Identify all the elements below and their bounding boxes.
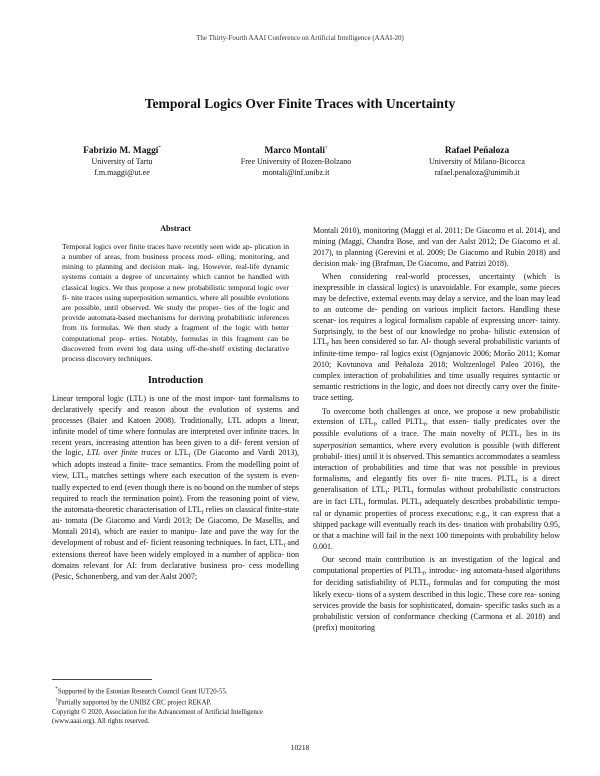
author-affiliation: University of Tartu bbox=[91, 157, 153, 167]
author-block-3 bbox=[392, 143, 562, 178]
abstract-heading: Abstract bbox=[160, 224, 191, 233]
right-column bbox=[313, 226, 560, 633]
copyright-notice: Copyright © 2020, Association for the Advancement of Artificial Intelligence (www.aaai.org). All rights reserved. bbox=[52, 708, 263, 725]
page-number: 10218 bbox=[290, 743, 310, 752]
author-email: f.m.maggi@ut.ee bbox=[94, 167, 150, 177]
author-mark: † bbox=[325, 146, 328, 151]
author-affiliation: University of Milano-Bicocca bbox=[429, 157, 525, 167]
paper-title: Temporal Logics Over Finite Traces with Uncertainty bbox=[144, 96, 456, 111]
author-email: montali@inf.unibz.it bbox=[262, 167, 330, 177]
conference-header: The Thirty-Fourth AAAI Conference on Artificial Intelligence (AAAI-20) bbox=[196, 34, 404, 42]
author-name: Fabrizio M. Maggi bbox=[83, 146, 159, 157]
left-column bbox=[52, 224, 299, 582]
author-affiliation: Free University of Bozen-Bolzano bbox=[240, 157, 352, 167]
intro-paragraph-2: When considering real-world processes, uncertainty (which is inexpressible in classical logics) is unavoidable. For example, some pieces may be defective, external events may delay a service, and the loan may lead to an outcome de- pending on various implicit factors. Handling these scenar- ios requires a logical formalism capable of expressing uncer- tainty. Surprisingly, to the best of our knowledge no proba- bilistic extension of $LTL_f$ has been considered so far. Al- though several probabilistic variants of infinite-time tempo- ral logics exist (Ognjanovic 2006; Morão 2011; Komar 2010; Kovtunova and Peñaloza 2018; Woltzenlogel Paleo 2016), the complex interaction of probabilities and time usually requires syntactic or semantic restrictions in the logic, and does not directly carry over the finite-trace setting. bbox=[313, 272, 560, 402]
author-block-1 bbox=[42, 143, 202, 178]
intro-paragraph-3: To overcome both challenges at once, we propose a new probabilistic extension of $LTL_f$, called $PLTL_f$, that essen- tially predicates over the possible evolutions of a trace. The main novelty of $PLTL_f$ lies in its superposition semantics, where every evolution is possible (with different probabil- ities) until it is observed. This semantics accommodates a seamless interaction of probabilities and time that was not possible in previous formalisms, and elegantly fits over fi- nite traces. $PLTL_f$ is a direct generalisation of $LTL_f$: $PLTL_f$ formulas without probabilistic constructors are in fact $LTL_f$ formulas. $PLTL_f$ adequately describes probabilistic tempo- ral or dynamic properties of process executions; e.g., it can express that a shipped package will eventually reach its des- tination with probability 0.95, or that a machine will fail in the next 100 timepoints with probability below 0.001. bbox=[313, 406, 560, 551]
footnote-rule bbox=[52, 679, 152, 680]
intro-paragraph-1: Linear temporal logic (LTL) is one of the most impor- tant formalisms to declaratively specify and reason about the evolution of systems and processes (Baier and Katoen 2008). Traditionally, LTL adopts a linear, infinite model of time where formulas are interpreted over infinite traces. In recent years, increasing attention has been given to a dif- ferent version of the logic, LTL over finite traces or $LTL_f$ (De Giacomo and Vardi 2013), which adopts instead a finite- trace semantics. From the modelling point of view, $LTL_f$ matches settings where each execution of the system is even- tually expected to end (even though there is no bound on the number of steps required to reach the termination point). From the reasoning point of view, the automata-theoretic characterisation of $LTL_f$ relies on classical finite-state au- tomata (De Giacomo and Vardi 2013; De Giacomo, De Masellis, and Montali 2014), which are easier to manipu- late and pave the way for the development of robust and ef- ficient reasoning techniques. In fact, $LTL_f$ and extensions thereof have been widely employed in a number of applica- tion domains relevant for AI: from declarative business pro- cess modelling (Pesic, Schonenberg, and van der Aalst 2007; bbox=[52, 394, 300, 581]
author-email: rafael.penaloza@unimib.it bbox=[434, 167, 520, 177]
intro-paragraph-4: Our second main contribution is an investigation of the logical and computational properties of $PLTL_f$, introduc- ing automata-based algorithms for deciding satisfiability of $PLTL_f$ formulas and for computing the most likely execu- tions of a system described in this logic. These core rea- soning services provide the basis for sophisticated, domain- specific tasks such as a probabilistic version of conformance checking (Carmona et al. 2018) and (prefix) monitoring bbox=[313, 555, 561, 632]
introduction-heading: Introduction bbox=[147, 375, 204, 387]
author-mark: * bbox=[158, 146, 161, 151]
abstract-body: Temporal logics over finite traces have recently seen wide ap- plication in a number of areas, from business process mod- elling, monitoring, and mining to planning and decision mak- ing. However, real-life dynamic systems contain a degree of uncertainty which cannot be handled with classical logics. We thus propose a new probabilistic temporal logic over fi- nite traces using superposition semantics, where all possible evolutions are possible, until observed. We study the proper- ties of the logic and provide automata-based mechanisms for deriving probabilistic inferences from its formulas. We then study a fragment of the logic with better computational prop- erties. Notably, formulas in this fragment can be discovered from event log data using off-the-shelf existing declarative process discovery techniques. bbox=[62, 241, 289, 364]
intro-continuation: Montali 2010), monitoring (Maggi et al. 2011; De Giacomo et al. 2014), and mining (Maggi, Chandra Bose, and van der Aalst 2012; De Giacomo et al. 2017), to planning (Gerevini et al. 2009; De Giacomo and Rubin 2018) and decision mak- ing (Brafman, De Giacomo, and Patrizi 2018). bbox=[313, 226, 560, 268]
footnotes bbox=[52, 679, 299, 726]
footnote-1: *Supported by the Estonian Research Council Grant IUT20-55. bbox=[55, 687, 228, 696]
author-block-2 bbox=[206, 143, 386, 178]
author-name: Rafael Peñaloza bbox=[444, 146, 510, 157]
footnote-2: †Partially supported by the UNIBZ CRC project REKAP. bbox=[55, 698, 212, 707]
author-name: Marco Montali bbox=[264, 146, 325, 157]
